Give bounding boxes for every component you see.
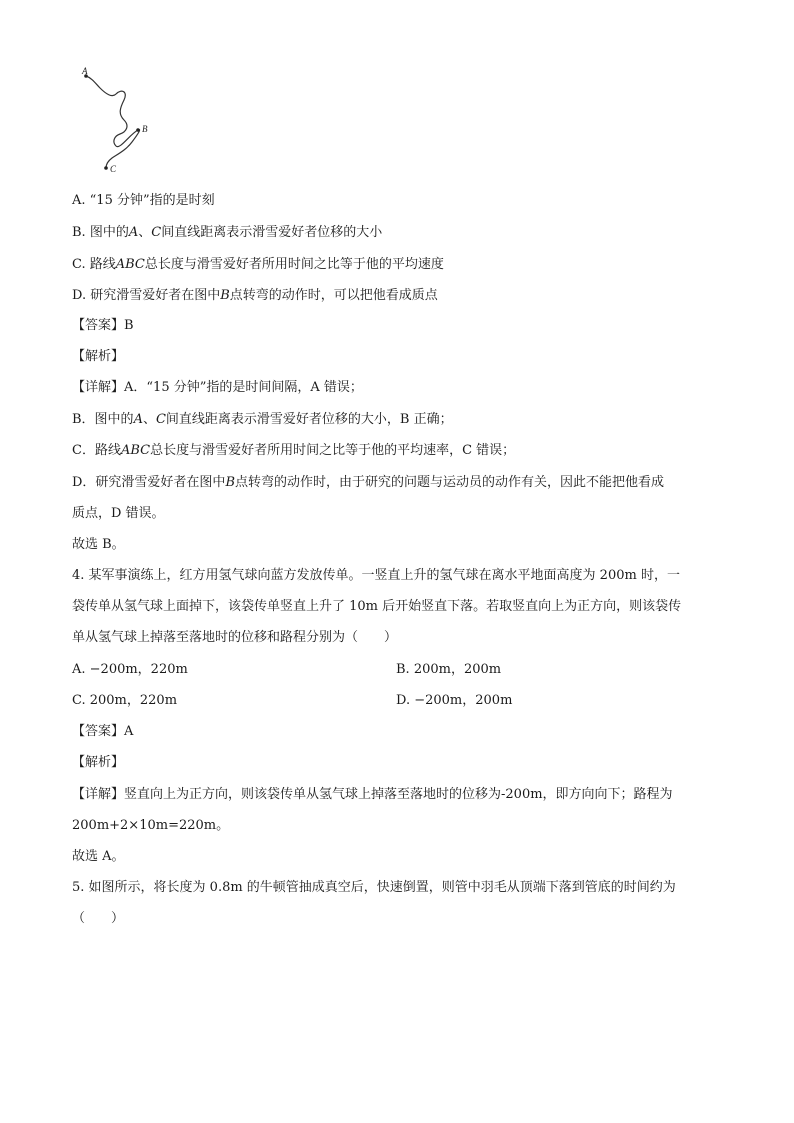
q4-option-d bbox=[396, 691, 512, 711]
q3-detail-c-pre: C．路线 bbox=[72, 443, 121, 458]
q4-answer-tag: 【答案】 bbox=[72, 724, 125, 739]
q3-detail-b-a: A bbox=[133, 412, 143, 427]
q4-stem-line-1-text: 4. 某军事演练上，红方用氢气球向蓝方发放传单。一竖直上升的氢气球在离水平地面高度为 200m 时，一 bbox=[72, 568, 680, 583]
q3-detail-a-text: A．“15 分钟”指的是时间间隔，A 错误； bbox=[124, 380, 363, 395]
route-path bbox=[86, 76, 140, 168]
q3-option-b-sep: 、 bbox=[138, 225, 152, 240]
q3-option-b-c: C bbox=[151, 225, 162, 240]
label-a: A bbox=[82, 66, 88, 76]
q3-detail-tag: 【详解】 bbox=[72, 380, 125, 395]
q4-detail-line-1 bbox=[72, 785, 673, 805]
q3-option-d-b: B bbox=[220, 288, 230, 303]
q4-conclusion bbox=[72, 847, 125, 867]
q4-answer bbox=[72, 722, 133, 742]
q3-conclusion bbox=[72, 535, 125, 555]
q3-option-b-a: A bbox=[128, 225, 139, 240]
q4-stem-line-2 bbox=[72, 597, 681, 617]
q4-option-a bbox=[72, 660, 188, 680]
q4-conclusion-text: 故选 A。 bbox=[72, 849, 125, 864]
q3-detail-c-post: 总长度与滑雪爱好者所用时间之比等于他的平均速率，C 错误； bbox=[150, 443, 516, 458]
q4-option-c-text: C. 200m，220m bbox=[72, 693, 178, 708]
q3-detail-a bbox=[72, 378, 363, 398]
q3-detail-b bbox=[72, 410, 453, 430]
q4-detail-line-1-text: 竖直向上为正方向，则该袋传单从氢气球上掉落至落地时的位移为-200m，即方向向下；路程为 bbox=[124, 787, 673, 802]
q4-option-b bbox=[396, 660, 501, 680]
q3-answer-tag: 【答案】 bbox=[72, 318, 125, 333]
q4-detail-line-2-text: 200m+2×10m=220m。 bbox=[72, 818, 230, 833]
q3-detail-d-b: B bbox=[225, 475, 235, 490]
q4-answer-value: A bbox=[124, 724, 134, 739]
label-b: B bbox=[142, 124, 148, 134]
q4-option-c bbox=[72, 691, 177, 711]
q3-detail-b-sep: 、 bbox=[142, 412, 156, 427]
q3-option-a bbox=[72, 191, 215, 211]
q5-stem-line-2-text: （ ） bbox=[72, 911, 125, 926]
q5-stem-line-1 bbox=[72, 878, 676, 898]
q3-detail-b-pre: B．图中的 bbox=[72, 412, 134, 427]
q3-option-c-pre: C. 路线 bbox=[72, 257, 116, 272]
point-b bbox=[136, 128, 140, 132]
q3-option-d-pre: D. 研究滑雪爱好者在图中 bbox=[72, 288, 221, 303]
q3-detail-c bbox=[72, 441, 515, 461]
q3-detail-b-c: C bbox=[155, 412, 166, 427]
point-c bbox=[104, 166, 108, 170]
q3-analysis-heading bbox=[72, 347, 124, 367]
q4-analysis-tag: 【解析】 bbox=[72, 755, 125, 770]
q4-option-d-text: D. −200m，200m bbox=[396, 693, 513, 708]
q3-conclusion-text: 故选 B。 bbox=[72, 537, 125, 552]
q3-detail-d bbox=[72, 473, 664, 493]
q4-option-b-text: B. 200m，200m bbox=[396, 662, 502, 677]
q3-detail-d-pre: D．研究滑雪爱好者在图中 bbox=[72, 475, 226, 490]
q3-option-c bbox=[72, 255, 444, 275]
q4-detail-tag: 【详解】 bbox=[72, 787, 125, 802]
q4-stem-line-2-text: 袋传单从氢气球上面掉下，该袋传单竖直上升了 10m 后开始竖直下落。若取竖直向上为正方向，则该袋传 bbox=[72, 599, 682, 614]
q5-stem-line-2 bbox=[72, 909, 124, 929]
q4-stem-line-1 bbox=[72, 566, 680, 586]
q3-option-b bbox=[72, 223, 382, 243]
q4-stem-line-3-text: 单从氢气球上掉落至落地时的位移和路程分别为（ ） bbox=[72, 630, 398, 645]
q4-option-a-text: A. −200m，220m bbox=[72, 662, 188, 677]
q3-answer bbox=[72, 316, 134, 336]
q3-option-b-post: 间直线距离表示滑雪爱好者位移的大小 bbox=[161, 225, 383, 240]
route-figure bbox=[68, 62, 168, 180]
q3-detail-b-post: 间直线距离表示滑雪爱好者位移的大小，B 正确； bbox=[165, 412, 453, 427]
q3-option-a-text: A. “15 分钟”指的是时刻 bbox=[72, 193, 215, 208]
q3-analysis-tag: 【解析】 bbox=[72, 349, 125, 364]
q3-option-d-post: 点转弯的动作时，可以把他看成质点 bbox=[229, 288, 438, 303]
q3-option-c-abc: ABC bbox=[115, 257, 145, 272]
q3-detail-d-post: 点转弯的动作时，由于研究的问题与运动员的动作有关，因此不能把他看成 bbox=[235, 475, 665, 490]
q3-option-b-pre: B. 图中的 bbox=[72, 225, 129, 240]
q4-detail-line-2 bbox=[72, 816, 229, 836]
q3-detail-d-cont bbox=[72, 504, 165, 524]
q3-answer-value: B bbox=[124, 318, 134, 333]
q4-analysis-heading bbox=[72, 753, 124, 773]
q3-detail-d-cont-text: 质点，D 错误。 bbox=[72, 506, 165, 521]
q5-stem-line-1-text: 5. 如图所示，将长度为 0.8m 的牛顿管抽成真空后，快速倒置，则管中羽毛从顶端下落到管底的时间约为 bbox=[72, 880, 676, 895]
q3-detail-c-abc: ABC bbox=[120, 443, 151, 458]
label-c: C bbox=[110, 164, 117, 174]
q3-option-d bbox=[72, 286, 438, 306]
q4-stem-line-3 bbox=[72, 628, 397, 648]
q3-option-c-post: 总长度与滑雪爱好者所用时间之比等于他的平均速度 bbox=[144, 257, 444, 272]
